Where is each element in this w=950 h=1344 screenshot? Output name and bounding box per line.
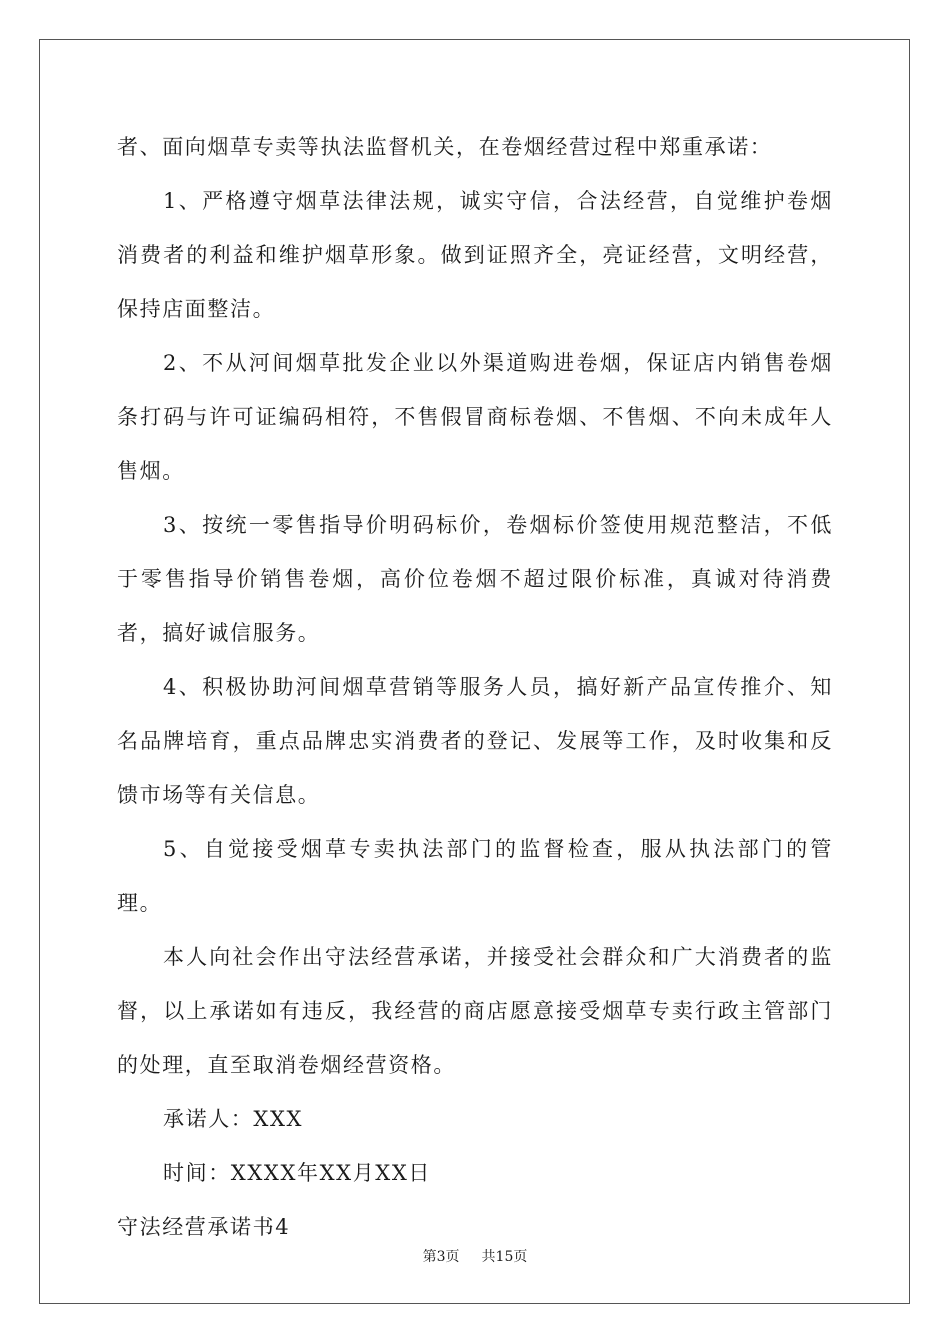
- paragraph-item-4: 4、积极协助河间烟草营销等服务人员，搞好新产品宣传推介、知名品牌培育，重点品牌忠实消费者的登记、发展等工作，及时收集和反馈市场等有关信息。: [117, 675, 833, 807]
- paragraph-item-2: 2、不从河间烟草批发企业以外渠道购进卷烟，保证店内销售卷烟条打码与许可证编码相符，不售假冒商标卷烟、不售烟、不向未成年人售烟。: [117, 351, 833, 483]
- paragraph-item-3: 3、按统一零售指导价明码标价，卷烟标价签使用规范整洁，不低于零售指导价销售卷烟，高价位卷烟不超过限价标准，真诚对待消费者，搞好诚信服务。: [117, 513, 833, 645]
- section-heading: 守法经营承诺书4: [117, 1215, 291, 1239]
- paragraph-item-1: 1、严格遵守烟草法律法规，诚实守信，合法经营，自觉维护卷烟消费者的利益和维护烟草形象。做到证照齐全，亮证经营，文明经营，保持店面整洁。: [117, 189, 833, 321]
- page-number-total: 共15页: [481, 1249, 528, 1265]
- page-footer: [0, 1246, 950, 1266]
- document-body: [117, 120, 833, 1254]
- date-line: 时间：XXXX年XX月XX日: [163, 1161, 432, 1185]
- paragraph-declaration: 本人向社会作出守法经营承诺，并接受社会群众和广大消费者的监督，以上承诺如有违反，我经营的商店愿意接受烟草专卖行政主管部门的处理，直至取消卷烟经营资格。: [117, 945, 833, 1077]
- paragraph-item-5: 5、自觉接受烟草专卖执法部门的监督检查，服从执法部门的管理。: [117, 837, 833, 915]
- page-number-current: 第3页: [422, 1249, 460, 1265]
- signatory-line: 承诺人：XXX: [163, 1107, 304, 1131]
- paragraph-intro-continuation: 者、面向烟草专卖等执法监督机关，在卷烟经营过程中郑重承诺：: [117, 135, 773, 159]
